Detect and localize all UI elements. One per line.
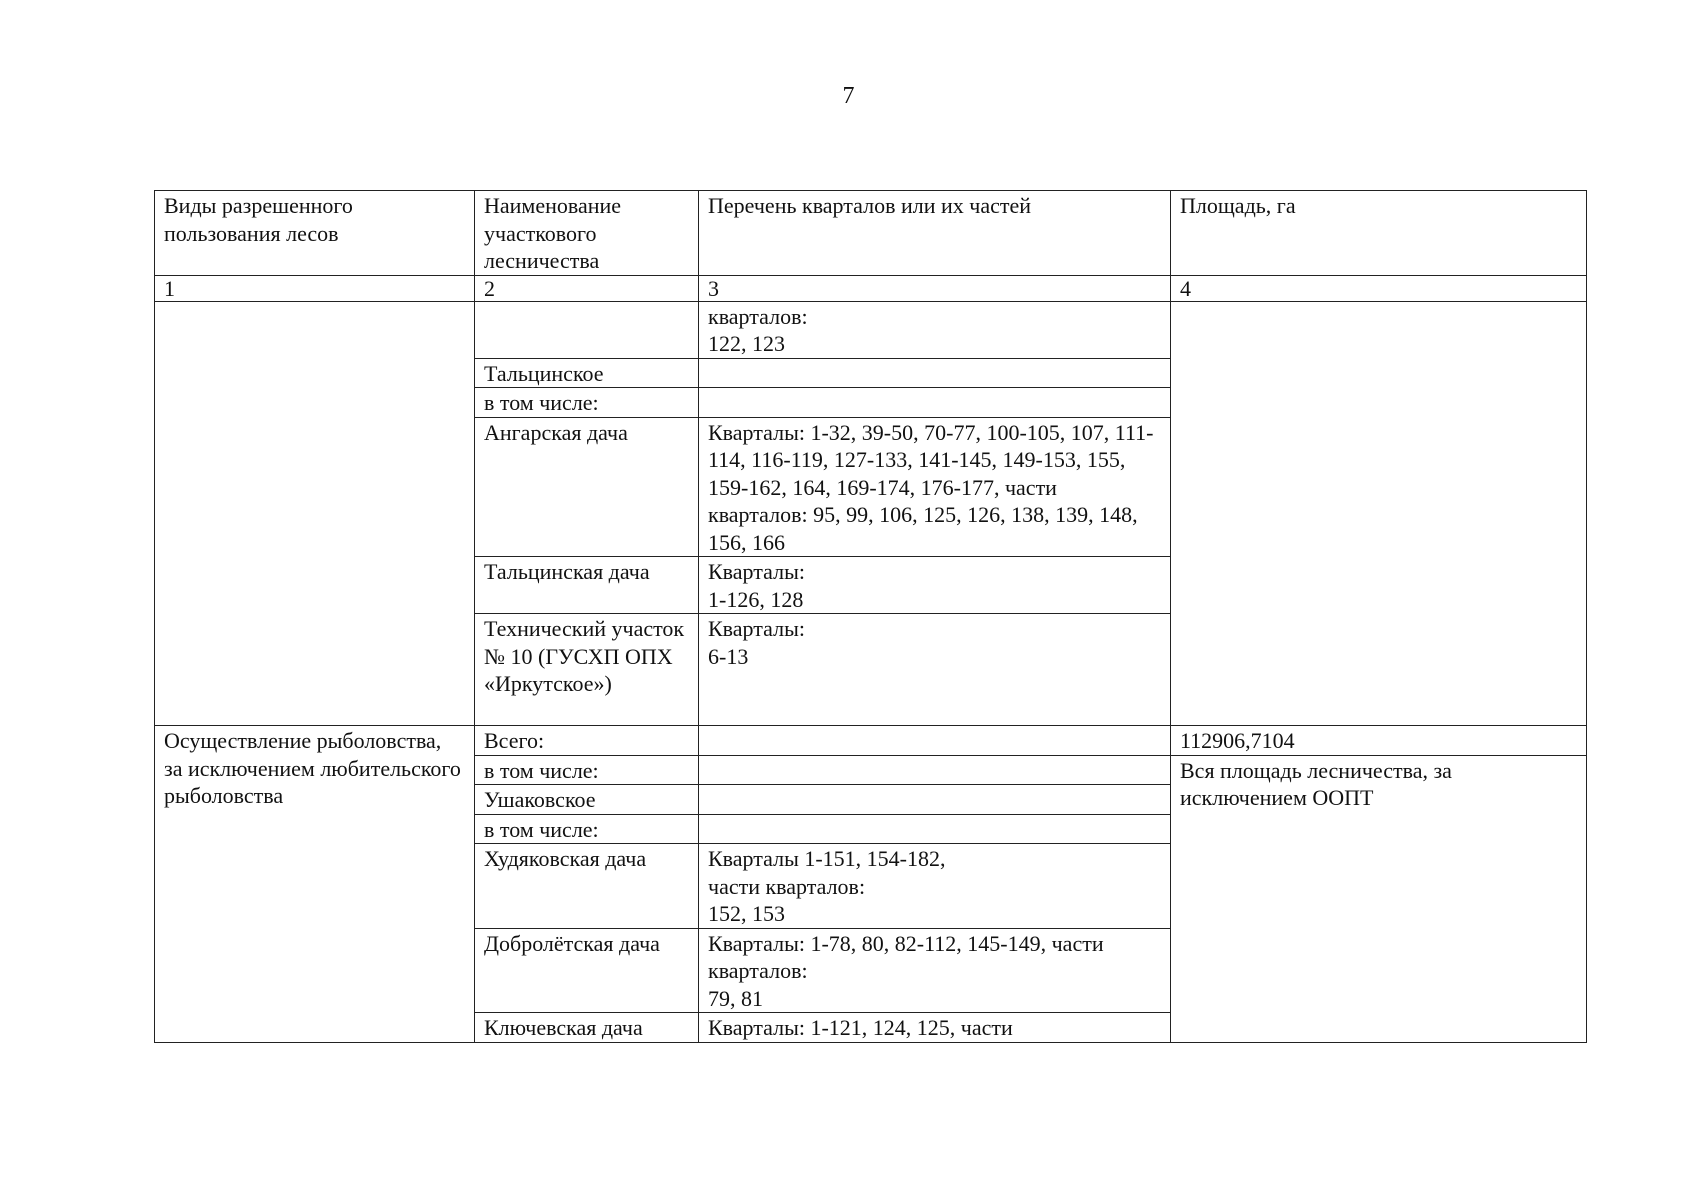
column-number: 1 [155,275,475,301]
use-type-cell: Осуществление рыболовства, за исключением любительского рыболовства [155,726,475,1043]
forestry-name-cell: Худяковская дача [475,844,699,929]
forestry-name-cell: Всего: [475,726,699,756]
quarters-line: Кварталы 1-151, 154-182, [708,846,946,871]
forestry-name-cell: Тальцинская дача [475,557,699,614]
forestry-name-cell: Ключевская дача [475,1013,699,1043]
column-number: 4 [1171,275,1587,301]
forestry-name-cell: в том числе: [475,388,699,418]
quarters-cell [699,614,1171,726]
column-number: 2 [475,275,699,301]
quarters-cell [699,388,1171,418]
quarters-line: 122, 123 [708,331,785,356]
forestry-name-cell: Ушаковское [475,785,699,815]
quarters-cell: Кварталы: 1-121, 124, 125, части [699,1013,1171,1043]
forestry-name-cell [475,301,699,358]
quarters-cell [699,301,1171,358]
table-row [155,726,1587,756]
quarters-line: части кварталов: [708,873,866,899]
total-area-cell: 112906,7104 [1171,726,1587,756]
header-quarters-list: Перечень кварталов или их частей [699,191,1171,276]
table-row [155,301,1587,358]
quarters-line: Кварталы: 1-78, 80, 82-112, 145-149, части кварталов: [708,930,1104,983]
quarters-cell [699,755,1171,785]
quarters-line: Кварталы: [708,559,805,584]
quarters-cell [699,726,1171,756]
quarters-cell [699,844,1171,929]
quarters-cell [699,358,1171,388]
forestry-name-cell: в том числе: [475,814,699,844]
header-forestry-name: Наименование участкового лесничества [475,191,699,276]
forest-use-table [154,190,1587,1043]
quarters-cell [699,928,1171,1013]
forestry-name-cell: Ангарская дача [475,417,699,557]
column-number-row [155,275,1587,301]
quarters-line: 79, 81 [708,985,763,1011]
area-note-cell: Вся площадь лесничества, за исключением ООПТ [1171,755,1587,1042]
forestry-name-cell: Добролётская дача [475,928,699,1013]
use-type-cell-empty [155,301,475,726]
column-number: 3 [699,275,1171,301]
quarters-line: 152, 153 [708,901,785,926]
table-header-row [155,191,1587,276]
quarters-cell [699,785,1171,815]
forestry-name-cell: Тальцинское [475,358,699,388]
forestry-name-cell: Технический участок № 10 (ГУСХП ОПХ «Иркутское») [475,614,699,726]
page-number: 7 [842,83,855,109]
quarters-cell: Кварталы: 1-32, 39-50, 70-77, 100-105, 107, 111-114, 116-119, 127-133, 141-145, 149-153, 155, 159-162, 164, 169-174, 176-177, части кварталов: 95, 99, 106, 125, 126, 138, 139, 148, 156, 166 [699,417,1171,557]
quarters-line: Кварталы: [708,616,805,641]
quarters-cell [699,814,1171,844]
forestry-name-cell: в том числе: [475,755,699,785]
quarters-cell [699,557,1171,614]
header-use-type: Виды разрешенного пользования лесов [155,191,475,276]
area-cell-empty [1171,301,1587,726]
quarters-line: кварталов: [708,303,808,329]
quarters-line: 1-126, 128 [708,586,804,612]
quarters-line: 6-13 [708,643,749,669]
header-area: Площадь, га [1171,191,1587,276]
